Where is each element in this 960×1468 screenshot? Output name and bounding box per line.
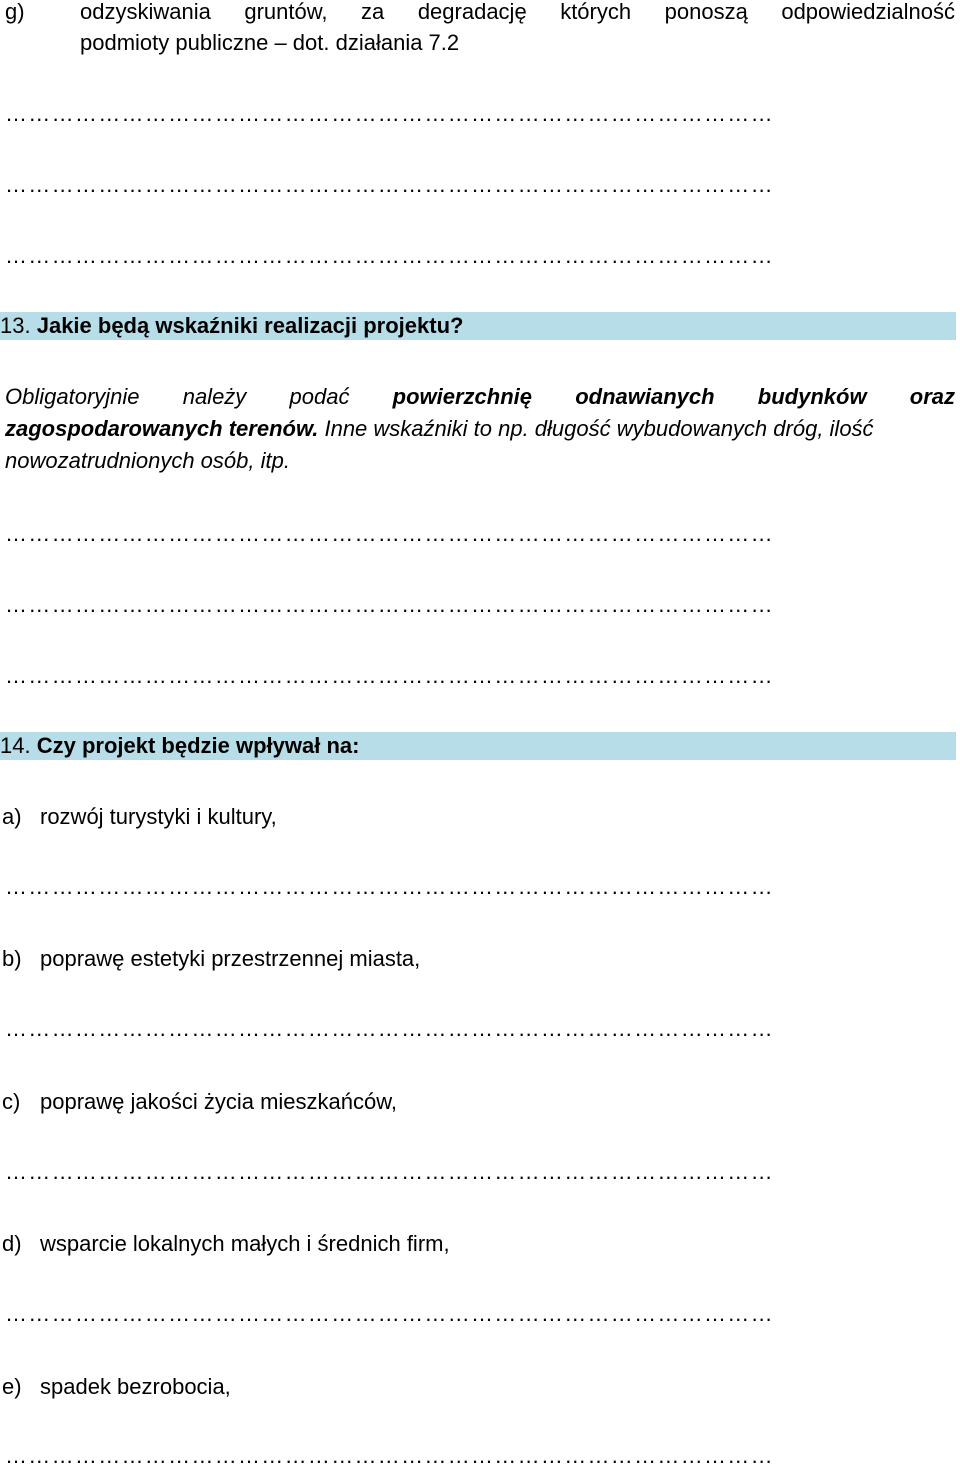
option-label: e)	[2, 1374, 22, 1399]
question-14-heading	[0, 732, 956, 760]
answer-line[interactable]: ………………………………………………………………………………………	[5, 244, 774, 268]
question-13-heading	[0, 312, 956, 340]
instructions-text: Obligatoryjnie należy podać	[5, 384, 393, 409]
item-text-line-1: odzyskiwania gruntów, za degradację których ponoszą odpowiedzialność	[80, 0, 955, 24]
question-number: 13.	[0, 313, 31, 338]
option-text: rozwój turystyki i kultury,	[40, 804, 277, 829]
answer-line[interactable]: ………………………………………………………………………………………	[5, 173, 774, 197]
answer-line[interactable]: ………………………………………………………………………………………	[5, 522, 774, 546]
answer-line[interactable]: ………………………………………………………………………………………	[5, 1444, 774, 1468]
option-text: poprawę jakości życia mieszkańców,	[40, 1089, 398, 1114]
answer-line[interactable]: ………………………………………………………………………………………	[5, 1160, 774, 1184]
option-b	[2, 943, 420, 974]
question-title: Czy projekt będzie wpływał na:	[36, 733, 360, 758]
option-label: a)	[2, 804, 22, 829]
instructions-line-2	[5, 413, 955, 445]
answer-line[interactable]: ………………………………………………………………………………………	[5, 875, 774, 899]
item-label: g)	[5, 0, 25, 24]
option-label: b)	[2, 946, 22, 971]
option-text: poprawę estetyki przestrzennej miasta,	[40, 946, 421, 971]
question-number: 14.	[0, 733, 31, 758]
option-label: c)	[2, 1089, 21, 1114]
answer-line[interactable]: ………………………………………………………………………………………	[5, 664, 774, 688]
option-text: wsparcie lokalnych małych i średnich firm,	[40, 1231, 450, 1256]
question-13-instructions	[5, 381, 955, 477]
instructions-emphasis: powierzchnię odnawianych budynków oraz	[392, 384, 955, 409]
instructions-line-3: nowozatrudnionych osób, itp.	[5, 448, 290, 473]
option-e	[2, 1371, 231, 1402]
instructions-text: Inne wskaźniki to np. długość wybudowanych dróg, ilość	[318, 416, 874, 441]
item-text-line-2: podmioty publiczne – dot. działania 7.2	[80, 30, 460, 55]
option-a	[2, 801, 277, 832]
answer-line[interactable]: ………………………………………………………………………………………	[5, 1017, 774, 1041]
option-label: d)	[2, 1231, 22, 1256]
instructions-line-1	[5, 381, 955, 413]
option-text: spadek bezrobocia,	[40, 1374, 231, 1399]
question-title: Jakie będą wskaźniki realizacji projektu?	[36, 313, 464, 338]
instructions-emphasis: zagospodarowanych terenów.	[5, 416, 319, 441]
answer-line[interactable]: ………………………………………………………………………………………	[5, 102, 774, 126]
answer-line[interactable]: ………………………………………………………………………………………	[5, 593, 774, 617]
option-c	[2, 1086, 397, 1117]
answer-line[interactable]: ………………………………………………………………………………………	[5, 1302, 774, 1326]
option-d	[2, 1228, 450, 1259]
